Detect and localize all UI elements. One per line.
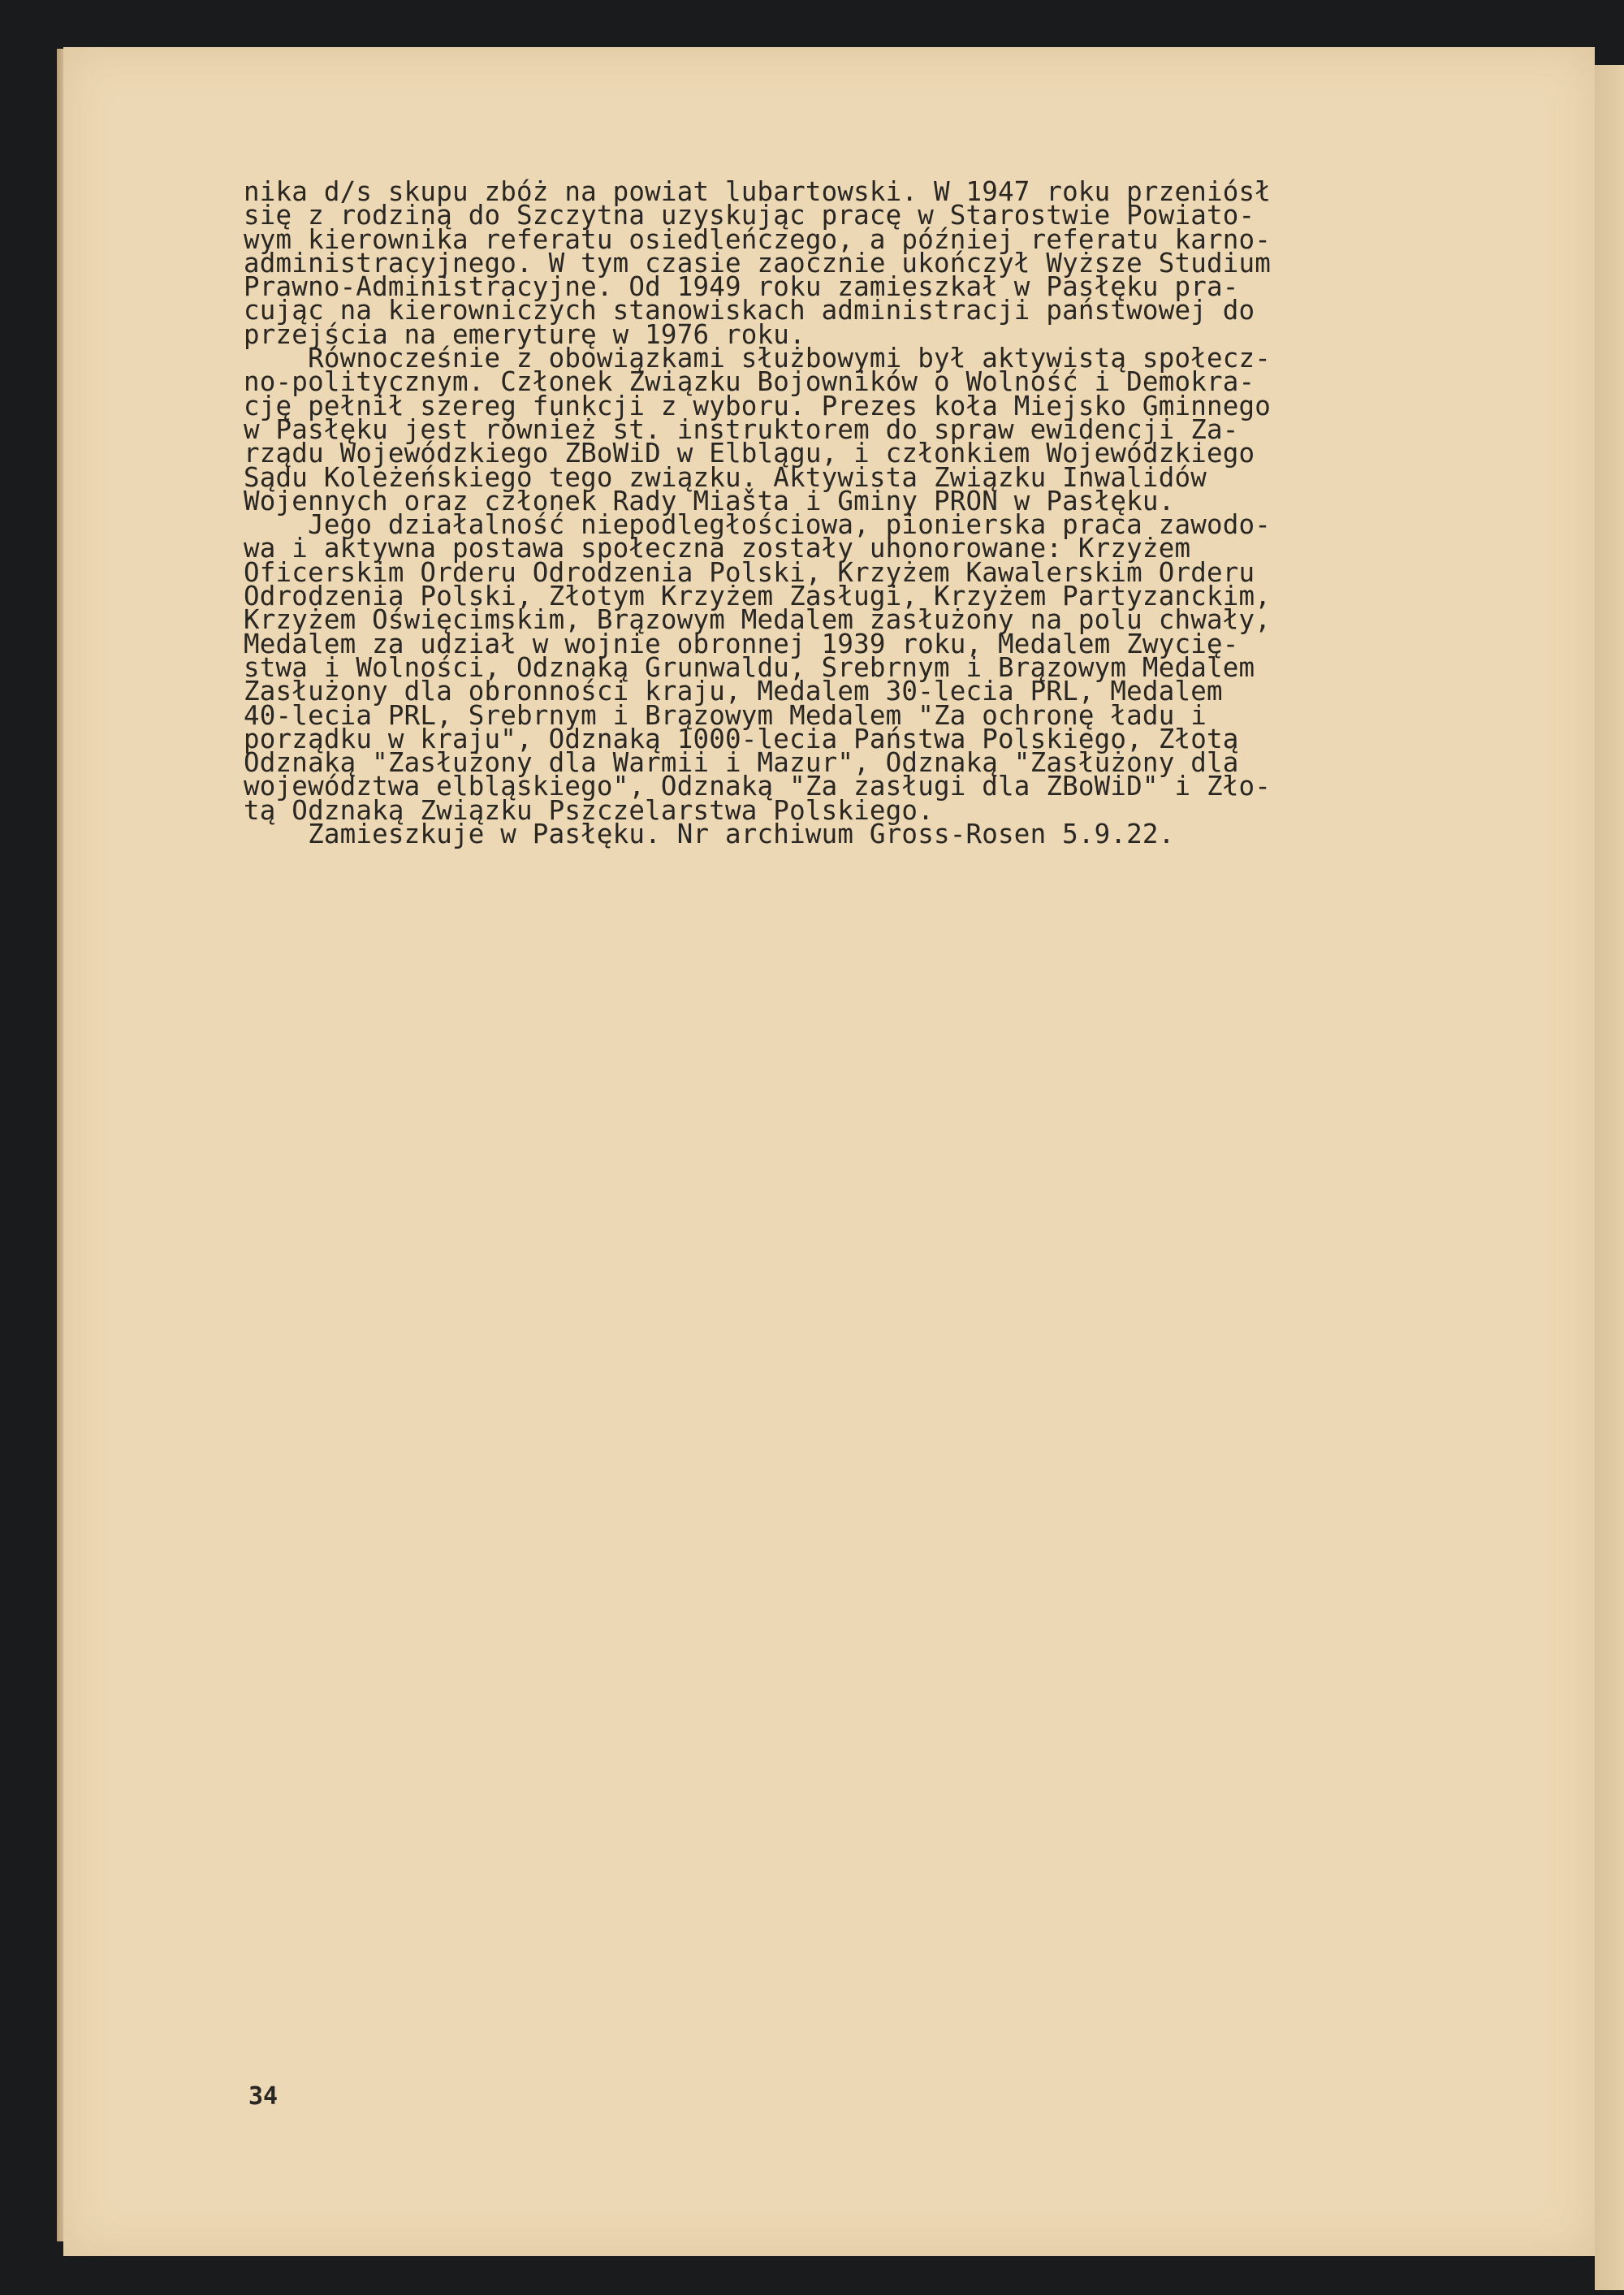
text-line: cując na kierowniczych stanowiskach administracji państwowej do xyxy=(244,295,1255,326)
text-line: Krzyżem Oświęcimskim, Brązowym Medalem zasłużony na polu chwały, xyxy=(244,604,1272,636)
text-line: przejścia na emeryturę w 1976 roku. xyxy=(244,318,806,350)
text-line: Odrodzenia Polski, Złotym Krzyżem Zasługi, Krzyżem Partyzanckim, xyxy=(244,581,1272,612)
text-line: administracyjnego. W tym czasie zaocznie ukończył Wyższe Studium xyxy=(244,247,1272,279)
body-text xyxy=(244,176,1502,850)
text-line: Zamieszkuje w Pasłęku. Nr archiwum Gross-Rosen 5.9.22. xyxy=(244,819,1175,850)
text-line: no-politycznym. Członek Związku Bojowników o Wolność i Demokra- xyxy=(244,366,1255,398)
page-number: 34 xyxy=(248,2082,279,2111)
text-line: rządu Wojewódzkiego ZBoWiD w Elblągu, i członkiem Wojewódzkiego xyxy=(244,438,1255,469)
text-line: wa i aktywna postawa społeczna zostały uhonorowane: Krzyżem xyxy=(244,533,1191,564)
text-line: porządku w kraju", Odznaką 1000-lecia Państwa Polskiego, Złotą xyxy=(244,723,1239,754)
text-line: Medalem za udział w wojnie obronnej 1939 roku, Medalem Zwycię- xyxy=(244,628,1239,659)
text-line: Sądu Koleżeńskiego tego związku. Aktywista Związku Inwalidów xyxy=(244,461,1207,493)
text-line: województwa elbląskiego", Odznaką "Za zasługi dla ZBoWiD" i Zło- xyxy=(244,771,1272,802)
facing-page-edge xyxy=(1595,65,1624,2290)
text-line: Odznaką "Zasłużony dla Warmii i Mazur", Odznaką "Zasłużony dla xyxy=(244,747,1239,779)
text-line: cję pełnił szereg funkcji z wyboru. Prezes koła Miejsko Gminnego xyxy=(244,390,1272,421)
text-line: Oficerskim Orderu Odrodzenia Polski, Krzyżem Kawalerskim Orderu xyxy=(244,556,1255,588)
text-line: 40-lecia PRL, Srebrnym i Brązowym Medalem "Za ochronę ładu i xyxy=(244,699,1207,731)
text-line: Jego działalność niepodległościowa, pionierska praca zawodo- xyxy=(244,509,1272,541)
text-line: tą Odznaką Związku Pszczelarstwa Polskiego. xyxy=(244,794,934,826)
text-line: Prawno-Administracyjne. Od 1949 roku zamieszkał w Pasłęku pra- xyxy=(244,271,1239,303)
text-line: Zasłużony dla obronności kraju, Medalem 30-lecia PRL, Medalem xyxy=(244,676,1223,707)
text-line: stwa i Wolności, Odznaką Grunwaldu, Srebrnym i Brązowym Medalem xyxy=(244,651,1255,683)
text-line: Wojennych oraz członek Rady Miašta i Gminy PRON w Pasłęku. xyxy=(244,485,1175,516)
text-line: się z rodziną do Szczytna uzyskując pracę w Starostwie Powiato- xyxy=(244,200,1255,231)
text-line: w Pasłęku jest również st. instruktorem do spraw ewidencji Za- xyxy=(244,413,1239,445)
text-line: Równocześnie z obowiązkami służbowymi był aktywistą społecz- xyxy=(244,343,1272,374)
text-line: nika d/s skupu zbóż na powiat lubartowski. W 1947 roku przeniósł xyxy=(244,176,1272,207)
text-line: wym kierownika referatu osiedleńczego, a później referatu karno- xyxy=(244,223,1272,255)
